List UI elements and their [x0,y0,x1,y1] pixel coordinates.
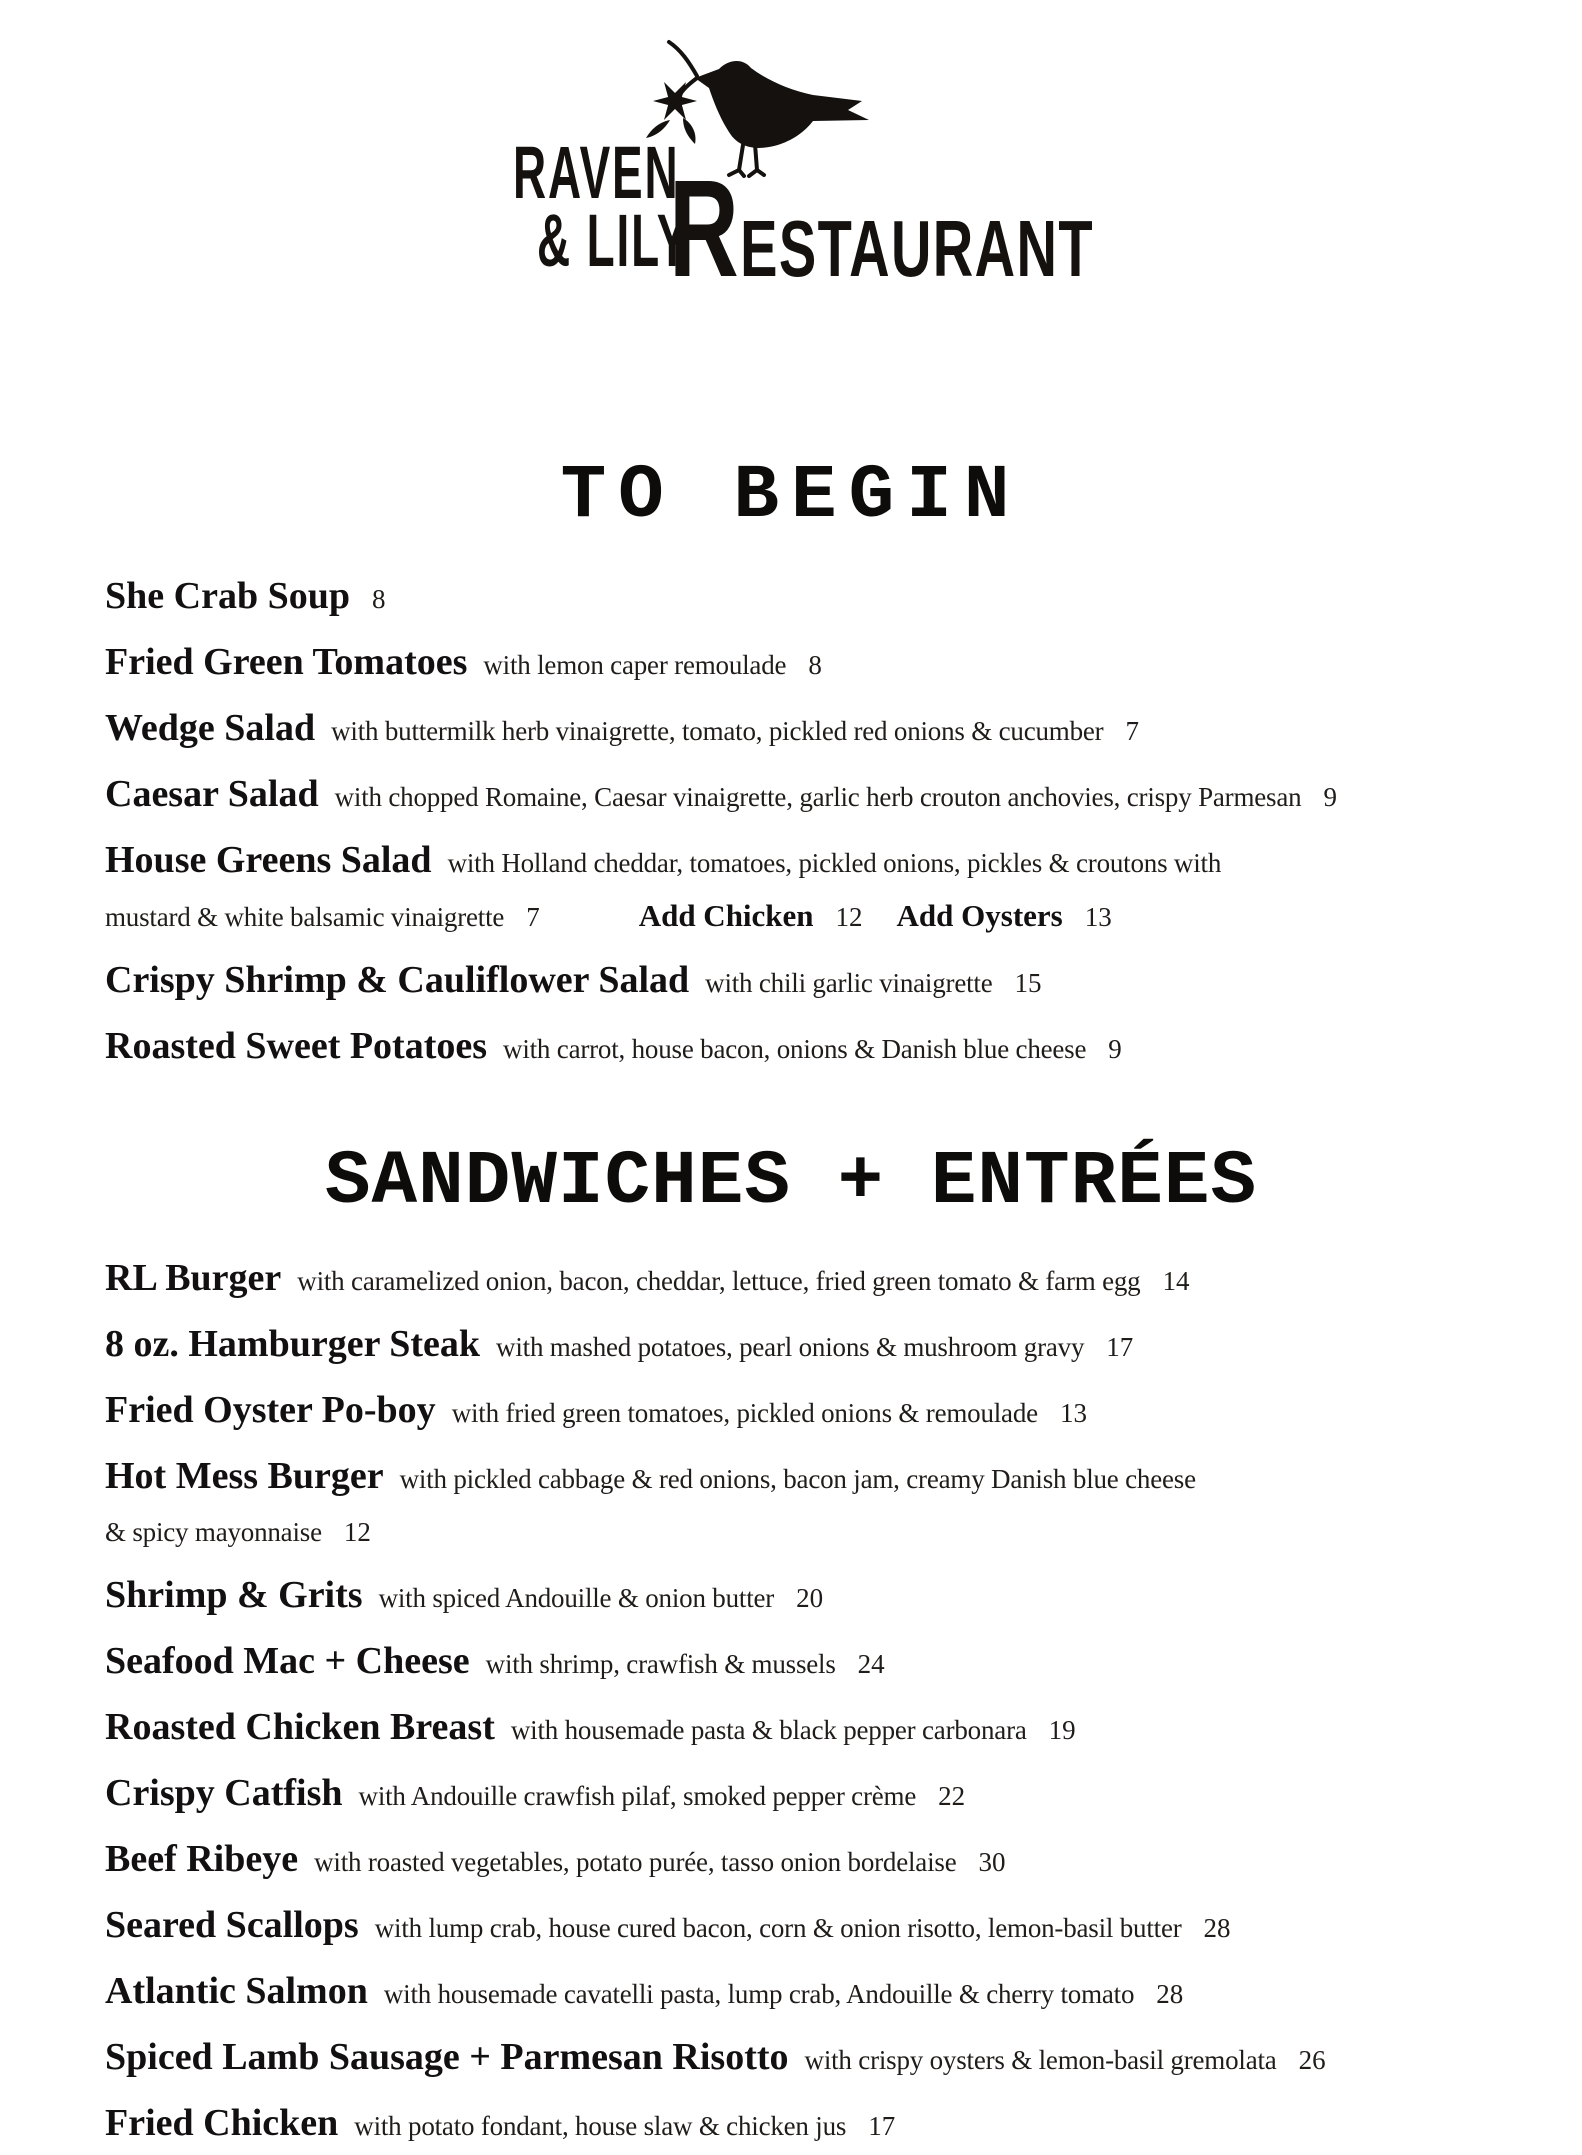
menu-page [0,38,1582,2155]
menu-item-price: 8 [371,584,386,614]
menu-item [105,1452,1470,1561]
menu-item-description: with lump crab, house cured bacon, corn & onion risotto, lemon-basil butter [374,1913,1182,1943]
menu-item [105,1901,1470,1957]
menu-item-description: with chili garlic vinaigrette [705,968,993,998]
logo-word-restaurant: RESTAURANT [669,152,1094,306]
menu-item-description: with fried green tomatoes, pickled onions & remoulade [451,1398,1038,1428]
menu-item [105,1835,1470,1891]
menu-item-description: with Andouille crawfish pilaf, smoked pepper crème [358,1781,917,1811]
menu-item-name: Crispy Shrimp & Cauliflower Salad [105,959,690,1001]
menu-item-price: 9 [1323,782,1337,812]
menu-item-description: with lemon caper remoulade [483,650,787,680]
menu-item-price: 26 [1298,2045,1326,2075]
menu-item-description: with housemade pasta & black pepper carbonara [510,1715,1027,1745]
menu-item-name: 8 oz. Hamburger Steak [105,1323,481,1365]
menu-item-description: with housemade cavatelli pasta, lump crab, Andouille & cherry tomato [383,1979,1135,2009]
menu-item-price: 19 [1048,1715,1076,1745]
menu-item-name: Beef Ribeye [105,1838,299,1880]
menu-item-name: Wedge Salad [105,707,316,749]
menu-item [105,1769,1470,1825]
menu-item-price: 7 [526,902,540,932]
addon-chicken-label: Add Chicken [638,898,814,933]
menu-item-price: 22 [938,1781,966,1811]
menu-item-name: Spiced Lamb Sausage + Parmesan Risotto [105,2036,789,2078]
menu-item [105,1386,1470,1442]
menu-item-price: 24 [857,1649,885,1679]
menu-item-description-continued: mustard & white balsamic vinaigrette [105,902,505,932]
menu-item [105,1637,1470,1693]
menu-item [105,770,1470,826]
menu-item-price: 28 [1156,1979,1184,2009]
menu-item-description: with Holland cheddar, tomatoes, pickled onions, pickles & croutons with [447,848,1222,878]
menu-item-name: Caesar Salad [105,773,319,815]
menu-item-description: with spiced Andouille & onion butter [378,1583,775,1613]
menu-item-description-continued: & spicy mayonnaise [105,1517,322,1547]
sandwiches-entrees-list [0,1254,1470,2155]
menu-item-description: with potato fondant, house slaw & chicken jus [354,2111,847,2141]
to-begin-list [0,572,1470,1078]
menu-item-price: 9 [1108,1034,1122,1064]
menu-item-description: with buttermilk herb vinaigrette, tomato, pickled red onions & cucumber [331,716,1104,746]
menu-item-name: House Greens Salad [105,839,432,881]
menu-item [105,1703,1470,1759]
menu-item-price: 12 [343,1517,371,1547]
menu-item-name: Shrimp & Grits [105,1574,363,1616]
menu-item-price: 17 [868,2111,896,2141]
section-title-sandwiches-entrees: SANDWICHES + ENTRÉES [324,1139,1258,1225]
menu-item-description: with pickled cabbage & red onions, bacon jam, creamy Danish blue cheese [399,1464,1196,1494]
menu-item-name: Atlantic Salmon [105,1970,368,2012]
logo-word-and-lily: & LILY [537,199,690,282]
menu-item-description: with chopped Romaine, Caesar vinaigrette, garlic herb crouton anchovies, crispy Parmesan [334,782,1302,812]
menu-item-price: 28 [1203,1913,1231,1943]
menu-item [105,638,1470,694]
menu-item [105,704,1470,760]
menu-item-name: Roasted Chicken Breast [105,1706,495,1748]
menu-item-price: 20 [796,1583,824,1613]
addon-oysters-label: Add Oysters [896,898,1063,933]
menu-item-name: RL Burger [105,1257,282,1299]
menu-item-name: Hot Mess Burger [105,1455,384,1497]
menu-item-price: 30 [978,1847,1006,1877]
menu-item-name: Seafood Mac + Cheese [105,1640,470,1682]
section-title-to-begin: TO BEGIN [560,453,1022,539]
menu-item-description: with mashed potatoes, pearl onions & mushroom gravy [496,1332,1085,1362]
menu-item [105,1320,1470,1376]
menu-item-description: with caramelized onion, bacon, cheddar, lettuce, fried green tomato & farm egg [297,1266,1141,1296]
menu-item [105,2033,1470,2089]
menu-item-description: with carrot, house bacon, onions & Danish blue cheese [503,1034,1087,1064]
menu-item-description: with roasted vegetables, potato purée, tasso onion bordelaise [314,1847,957,1877]
menu-item [105,1967,1470,2023]
menu-item-price: 17 [1106,1332,1134,1362]
menu-item-name: She Crab Soup [105,575,350,617]
menu-item [105,1254,1470,1310]
menu-item-description: with crispy oysters & lemon-basil gremolata [804,2045,1277,2075]
menu-item [105,2099,1470,2155]
menu-item-name: Fried Oyster Po-boy [105,1389,436,1431]
menu-item-price: 13 [1059,1398,1087,1428]
addon-oysters-price: 13 [1084,902,1112,932]
menu-item-name: Seared Scallops [105,1904,359,1946]
menu-item-name: Roasted Sweet Potatoes [105,1025,488,1067]
menu-item [105,956,1470,1012]
addon-chicken-price: 12 [835,902,863,932]
menu-item-description: with shrimp, crawfish & mussels [485,1649,836,1679]
menu-item [105,572,1470,628]
menu-item-name: Fried Chicken [105,2102,339,2144]
menu-item-price: 15 [1014,968,1042,998]
menu-item [105,1022,1470,1078]
menu-item-name: Fried Green Tomatoes [105,641,468,683]
menu-item-name: Crispy Catfish [105,1772,343,1814]
menu-item [105,836,1470,946]
restaurant-logo [491,38,1094,338]
menu-item-price: 14 [1162,1266,1190,1296]
menu-item-price: 8 [808,650,822,680]
menu-item [105,1571,1470,1627]
menu-item-price: 7 [1125,716,1139,746]
logo-word-raven: RAVEN [513,131,680,214]
